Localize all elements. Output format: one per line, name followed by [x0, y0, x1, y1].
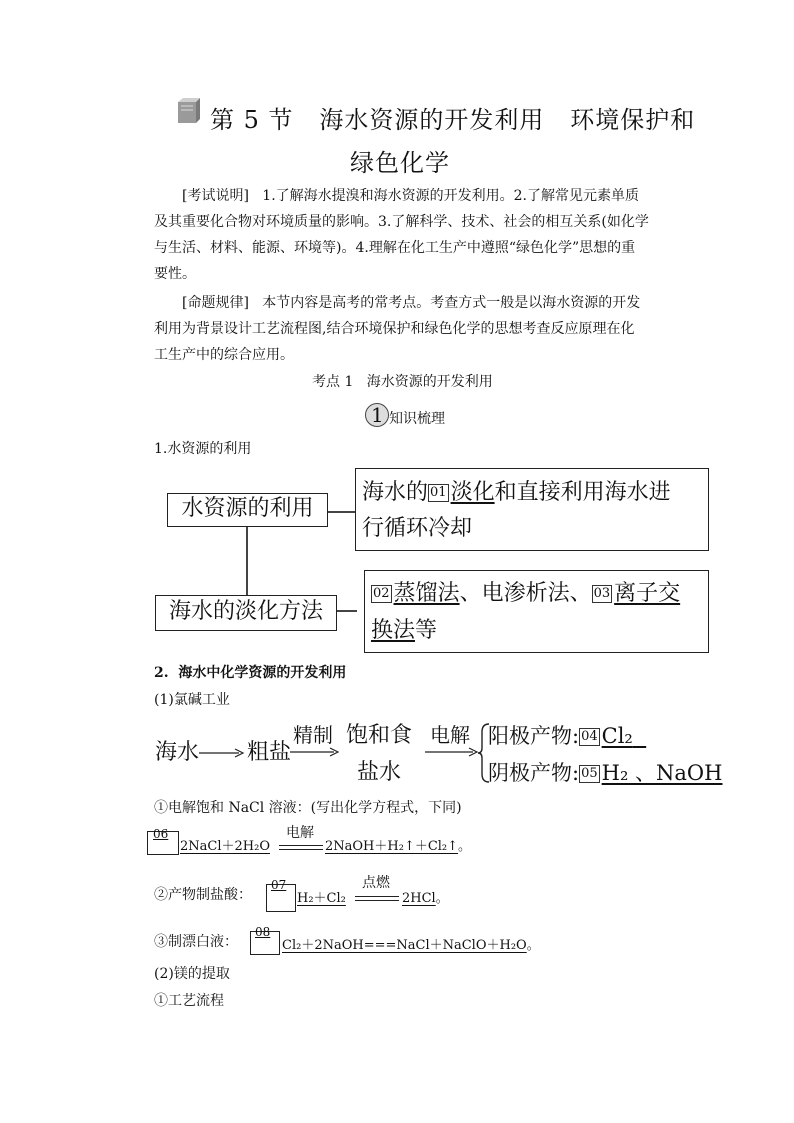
rule-line: 工生产中的综合应用。 [154, 347, 294, 363]
flow-brine-line2: 盐水 [357, 760, 402, 785]
rule-label: [命题规律] [182, 295, 249, 311]
box-desalination [155, 595, 337, 631]
rule-description [154, 290, 714, 368]
period: 。 [526, 938, 540, 953]
blank-number: 03 [593, 586, 611, 601]
answer: H₂ 、NaOH [601, 761, 723, 785]
flow-crude-salt: 粗盐 [247, 740, 292, 765]
flow-electrolysis-label: 电解 [430, 723, 470, 747]
circle-number: 1 [371, 403, 384, 427]
text: 和直接利用海水进 [494, 480, 671, 505]
flow-refine-label: 精制 [293, 723, 333, 747]
anode-product [488, 720, 646, 750]
blank-number: 05 [581, 766, 598, 781]
answer: 离子交 [614, 581, 681, 606]
equals-sign [279, 845, 323, 846]
blank-number: 04 [581, 729, 598, 744]
label: 阳极产物: [488, 724, 580, 748]
condition-label: 电解 [286, 825, 314, 841]
question-1: ①电解饱和 NaCl 溶液：(写出化学方程式，下同) [154, 800, 462, 816]
connector-bottom [337, 610, 357, 612]
subsection-chlor-alkali: (1)氯碱工业 [154, 692, 230, 708]
book-icon [175, 97, 201, 125]
equation-right: 2NaOH＋H₂↑＋Cl₂↑ [325, 839, 459, 854]
flow-seawater: 海水 [155, 740, 200, 765]
connector-top [328, 511, 355, 513]
arrow-icon [199, 744, 245, 763]
knowledge-label: 知识梳理 [389, 411, 445, 427]
equals-sign [355, 900, 399, 901]
box-label: 海水的淡化方法 [168, 599, 323, 624]
answer: 换法 [371, 618, 416, 643]
box-label: 水资源的利用 [181, 496, 314, 521]
connector-vertical [246, 526, 248, 596]
equation-right: 2HCl [402, 891, 436, 906]
equation-left: 2NaCl＋2H₂O [180, 839, 270, 854]
equation-1-right [325, 835, 471, 854]
answer: 蒸馏法 [393, 581, 460, 606]
rule-line: 利用为背景设计工艺流程图,结合环境保护和绿色化学的思想考查反应原理在化 [154, 321, 635, 337]
text: 等 [415, 618, 438, 643]
question-3: ③制漂白液： [154, 934, 238, 950]
rule-line: 本节内容是高考的常考点。考查方式一般是以海水资源的开发 [262, 295, 641, 311]
section1-heading: 1.水资源的利用 [154, 441, 252, 457]
subsection-process: ①工艺流程 [154, 993, 224, 1009]
page-title: 第 5 节 海水资源的开发利用 环境保护和 [210, 106, 696, 134]
cathode-product [488, 757, 722, 787]
equation-2-right [402, 887, 449, 906]
answer: 淡化 [450, 480, 495, 505]
page-title-line2: 绿色化学 [350, 149, 450, 177]
arrow-icon [425, 743, 479, 762]
exam-description [154, 183, 714, 287]
exam-line: 要性。 [154, 266, 196, 282]
subsection-magnesium: (2)镁的提取 [154, 966, 230, 982]
period: 。 [458, 839, 472, 854]
section-heading: 考点 1 海水资源的开发利用 [312, 374, 493, 390]
period: 。 [435, 891, 449, 906]
exam-line: 1.了解海水提溴和海水资源的开发利用。2.了解常见元素单质 [262, 188, 640, 204]
question-2: ②产物制盐酸： [154, 887, 252, 903]
equation-1 [180, 835, 270, 854]
flow-brine-line1: 饱和食 [346, 723, 413, 748]
blank-number: 07 [271, 878, 287, 892]
blank-number: 06 [153, 827, 169, 841]
box-desalination-methods [364, 570, 709, 653]
arrow-icon [290, 743, 340, 762]
exam-line: 及其重要化合物对环境质量的影响。3.了解科学、技术、社会的相互关系(如化学 [154, 214, 649, 230]
blank-number: 08 [255, 925, 271, 939]
blank-number: 02 [373, 586, 390, 601]
box-water-use [167, 493, 328, 527]
blank-number: 01 [430, 485, 447, 500]
equation-left: H₂＋Cl₂ [297, 891, 346, 906]
text: 行循环冷却 [362, 516, 473, 541]
equation-3 [282, 934, 540, 953]
exam-label: [考试说明] [182, 188, 249, 204]
text: 海水的 [362, 480, 429, 505]
equals-sign [355, 896, 399, 897]
section2-heading: 2. 海水中化学资源的开发利用 [154, 665, 347, 681]
label: 阴极产物: [488, 761, 580, 785]
equals-sign [279, 849, 323, 850]
text: 、电渗析法、 [459, 581, 592, 606]
exam-line: 与生活、材料、能源、环境等)。4.理解在化工生产中遵照“绿色化学”思想的重 [154, 240, 636, 256]
box-seawater-use [355, 468, 709, 551]
condition-label: 点燃 [362, 875, 390, 891]
answer: Cl₂ [601, 724, 633, 748]
equation: Cl₂＋2NaOH===NaCl＋NaClO＋H₂O [282, 938, 527, 953]
equation-2 [297, 887, 346, 906]
